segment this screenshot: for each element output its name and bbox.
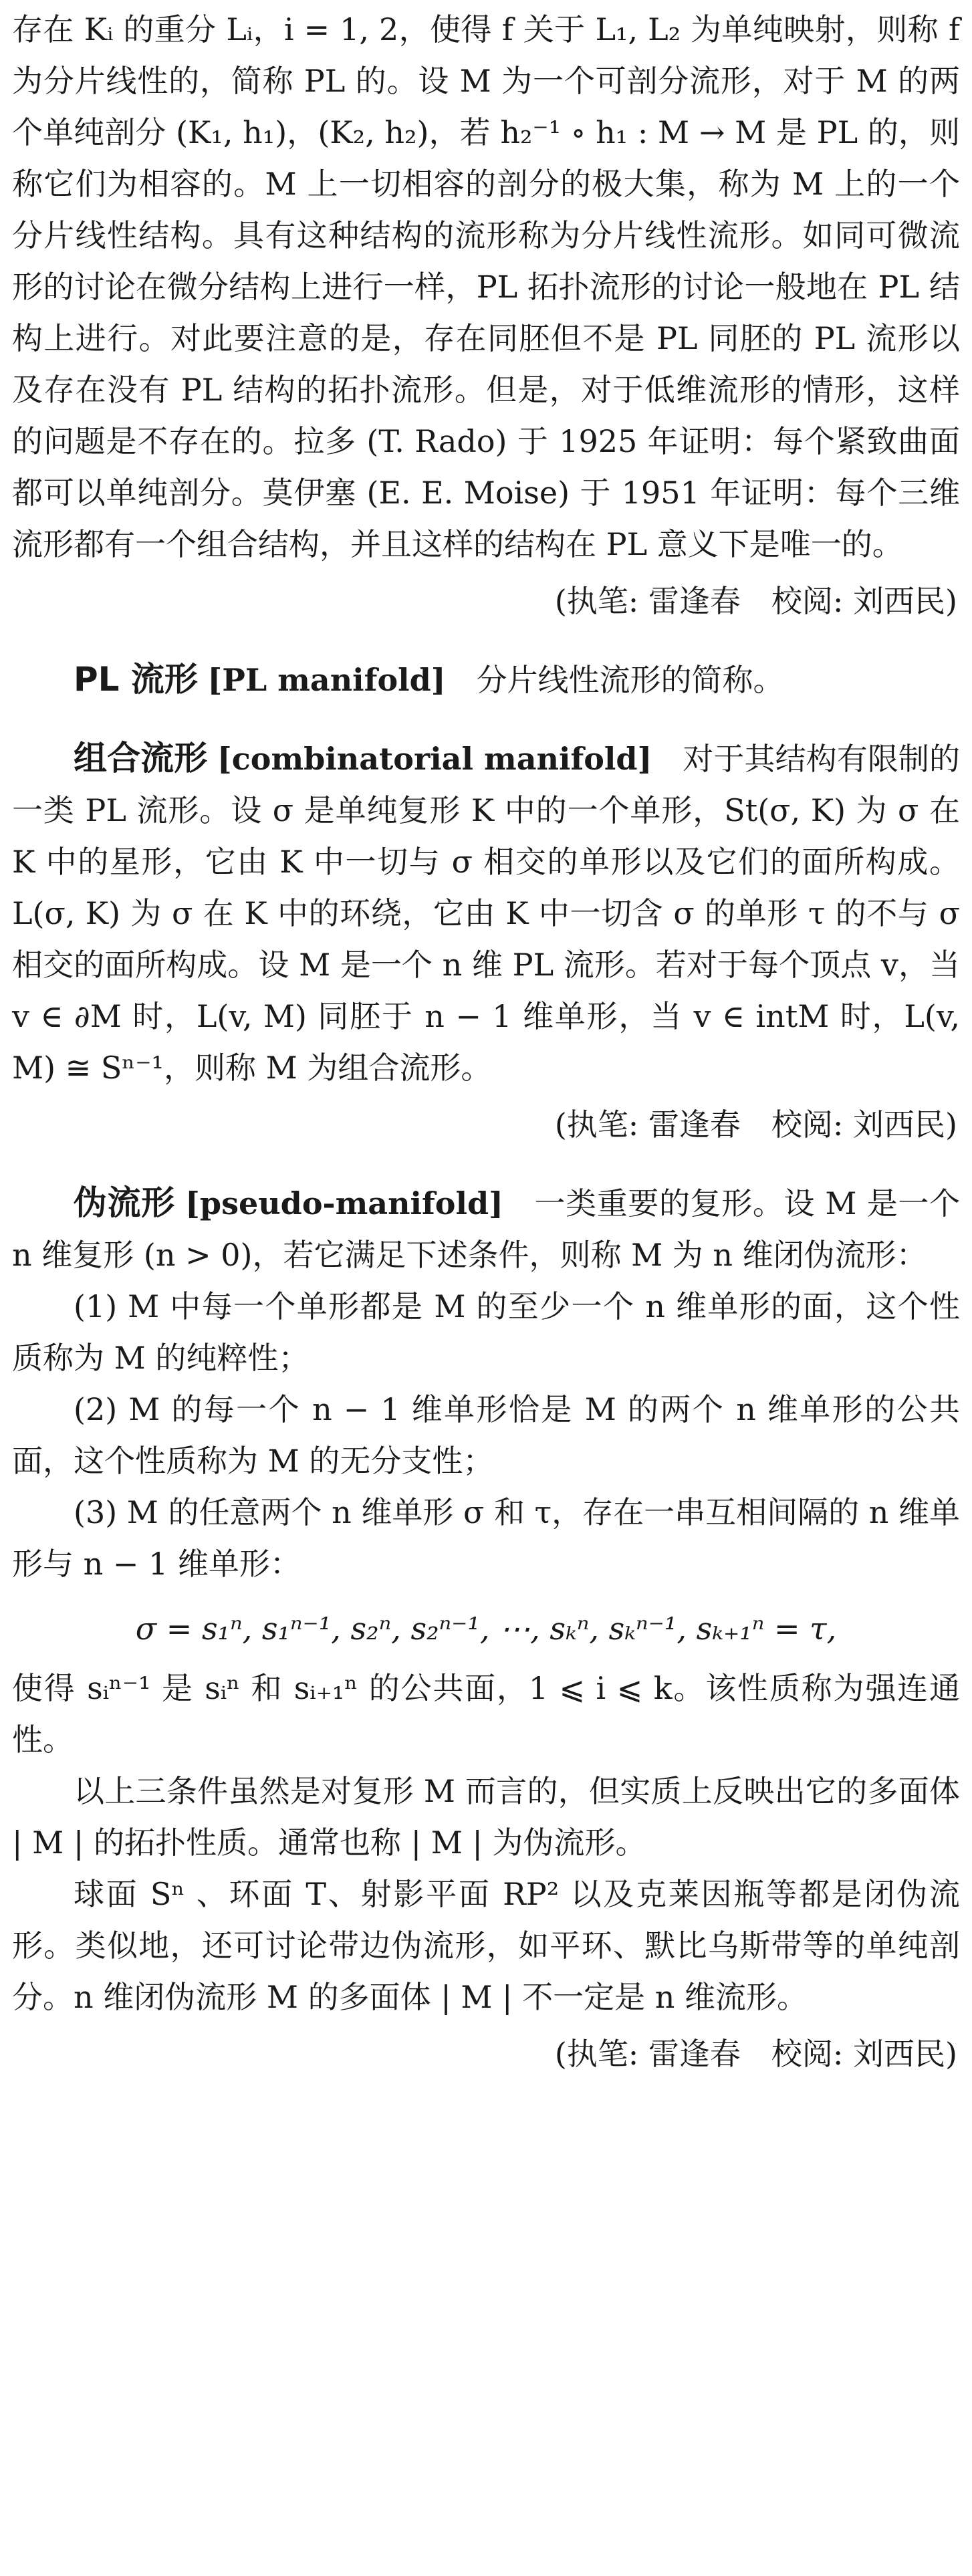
pseudo-condition-3: (3) M 的任意两个 n 维单形 σ 和 τ，存在一串互相间隔的 n 维单形与 n − 1 维单形：: [12, 1494, 960, 1582]
pseudo-paragraph-2: 以上三条件虽然是对复形 M 而言的，但实质上反映出它的多面体 | M | 的拓扑性质。通常也称 | M | 为伪流形。: [12, 1773, 960, 1861]
combinatorial-title-en: [combinatorial manifold]: [217, 741, 652, 777]
entry-pseudo-manifold: [12, 1177, 960, 1281]
combinatorial-text: 对于其结构有限制的一类 PL 流形。设 σ 是单纯复形 K 中的一个单形，St(σ, K) 为 σ 在 K 中的星形，它由 K 中一切与 σ 相交的单形以及它们的面所构成。L(σ, K) 为 σ 在 K 中的环绕，它由 K 中一切含 σ 的单形 τ 的不与 σ 相交的面所构成。设 M 是一个 n 维 PL 流形。若对于每个顶点 v，当 v ∈ ∂M 时，L(v, M) 同胚于 n − 1 维单形，当 v ∈ intM 时，L(v, M) ≅ Sⁿ⁻¹，则称 M 为组合流形。: [12, 741, 961, 1086]
intro-author: (执笔: 雷逢春 校阅: 刘西民): [554, 583, 957, 619]
pseudo-formula: σ = s₁ⁿ, s₁ⁿ⁻¹, s₂ⁿ, s₂ⁿ⁻¹, ⋯, sₖⁿ, sₖⁿ⁻¹, sₖ₊₁ⁿ = τ,: [135, 1611, 837, 1647]
combinatorial-title: 组合流形: [74, 739, 208, 778]
combinatorial-author: (执笔: 雷逢春 校阅: 刘西民): [554, 1106, 957, 1143]
pl-manifold-title: PL 流形: [74, 660, 198, 699]
pseudo-author: (执笔: 雷逢春 校阅: 刘西民): [554, 2036, 957, 2072]
pseudo-condition-2: (2) M 的每一个 n − 1 维单形恰是 M 的两个 n 维单形的公共面，这个性质称为 M 的无分支性；: [12, 1391, 960, 1479]
pseudo-title: 伪流形: [74, 1183, 175, 1222]
pseudo-text: 一类重要的复形。设 M 是一个 n 维复形 (n > 0)，若它满足下述条件，则称 M 为 n 维闭伪流形：: [12, 1185, 960, 1273]
pseudo-condition-1: (1) M 中每一个单形都是 M 的至少一个 n 维单形的面，这个性质称为 M 的纯粹性；: [12, 1288, 961, 1376]
pl-manifold-title-en: [PL manifold]: [207, 662, 446, 698]
entry-pl-manifold: [12, 654, 960, 706]
pseudo-paragraph-3: 球面 Sⁿ 、环面 T、射影平面 RP² 以及克莱因瓶等都是闭伪流形。类似地，还可讨论带边伪流形，如平环、默比乌斯带等的单纯剖分。n 维闭伪流形 M 的多面体 | M | 不一定是 n 维流形。: [12, 1876, 960, 2015]
pseudo-title-en: [pseudo-manifold]: [185, 1185, 503, 1221]
pseudo-after-formula: 使得 sᵢⁿ⁻¹ 是 sᵢⁿ 和 sᵢ₊₁ⁿ 的公共面，1 ⩽ i ⩽ k。该性质称为强连通性。: [12, 1670, 960, 1758]
pl-manifold-text: 分片线性流形的简称。: [476, 662, 784, 698]
entry-combinatorial: [12, 733, 960, 1094]
intro-paragraph: 存在 Kᵢ 的重分 Lᵢ，i = 1, 2，使得 f 关于 L₁, L₂ 为单纯映射，则称 f 为分片线性的，简称 PL 的。设 M 为一个可剖分流形，对于 M 的两个单纯剖分 (K₁, h₁)，(K₂, h₂)，若 h₂⁻¹ ∘ h₁ : M → M 是 PL 的，则称它们为相容的。M 上一切相容的剖分的极大集，称为 M 上的一个分片线性结构。具有这种结构的流形称为分片线性流形。如同可微流形的讨论在微分结构上进行一样，PL 拓扑流形的讨论一般地在 PL 结构上进行。对此要注意的是，存在同胚但不是 PL 同胚的 PL 流形以及存在没有 PL 结构的拓扑流形。但是，对于低维流形的情形，这样的问题是不存在的。拉多 (T. Rado) 于 1925 年证明：每个紧致曲面都可以单纯剖分。莫伊塞 (E. E. Moise) 于 1951 年证明：每个三维流形都有一个组合结构，并且这样的结构在 PL 意义下是唯一的。: [12, 11, 960, 562]
